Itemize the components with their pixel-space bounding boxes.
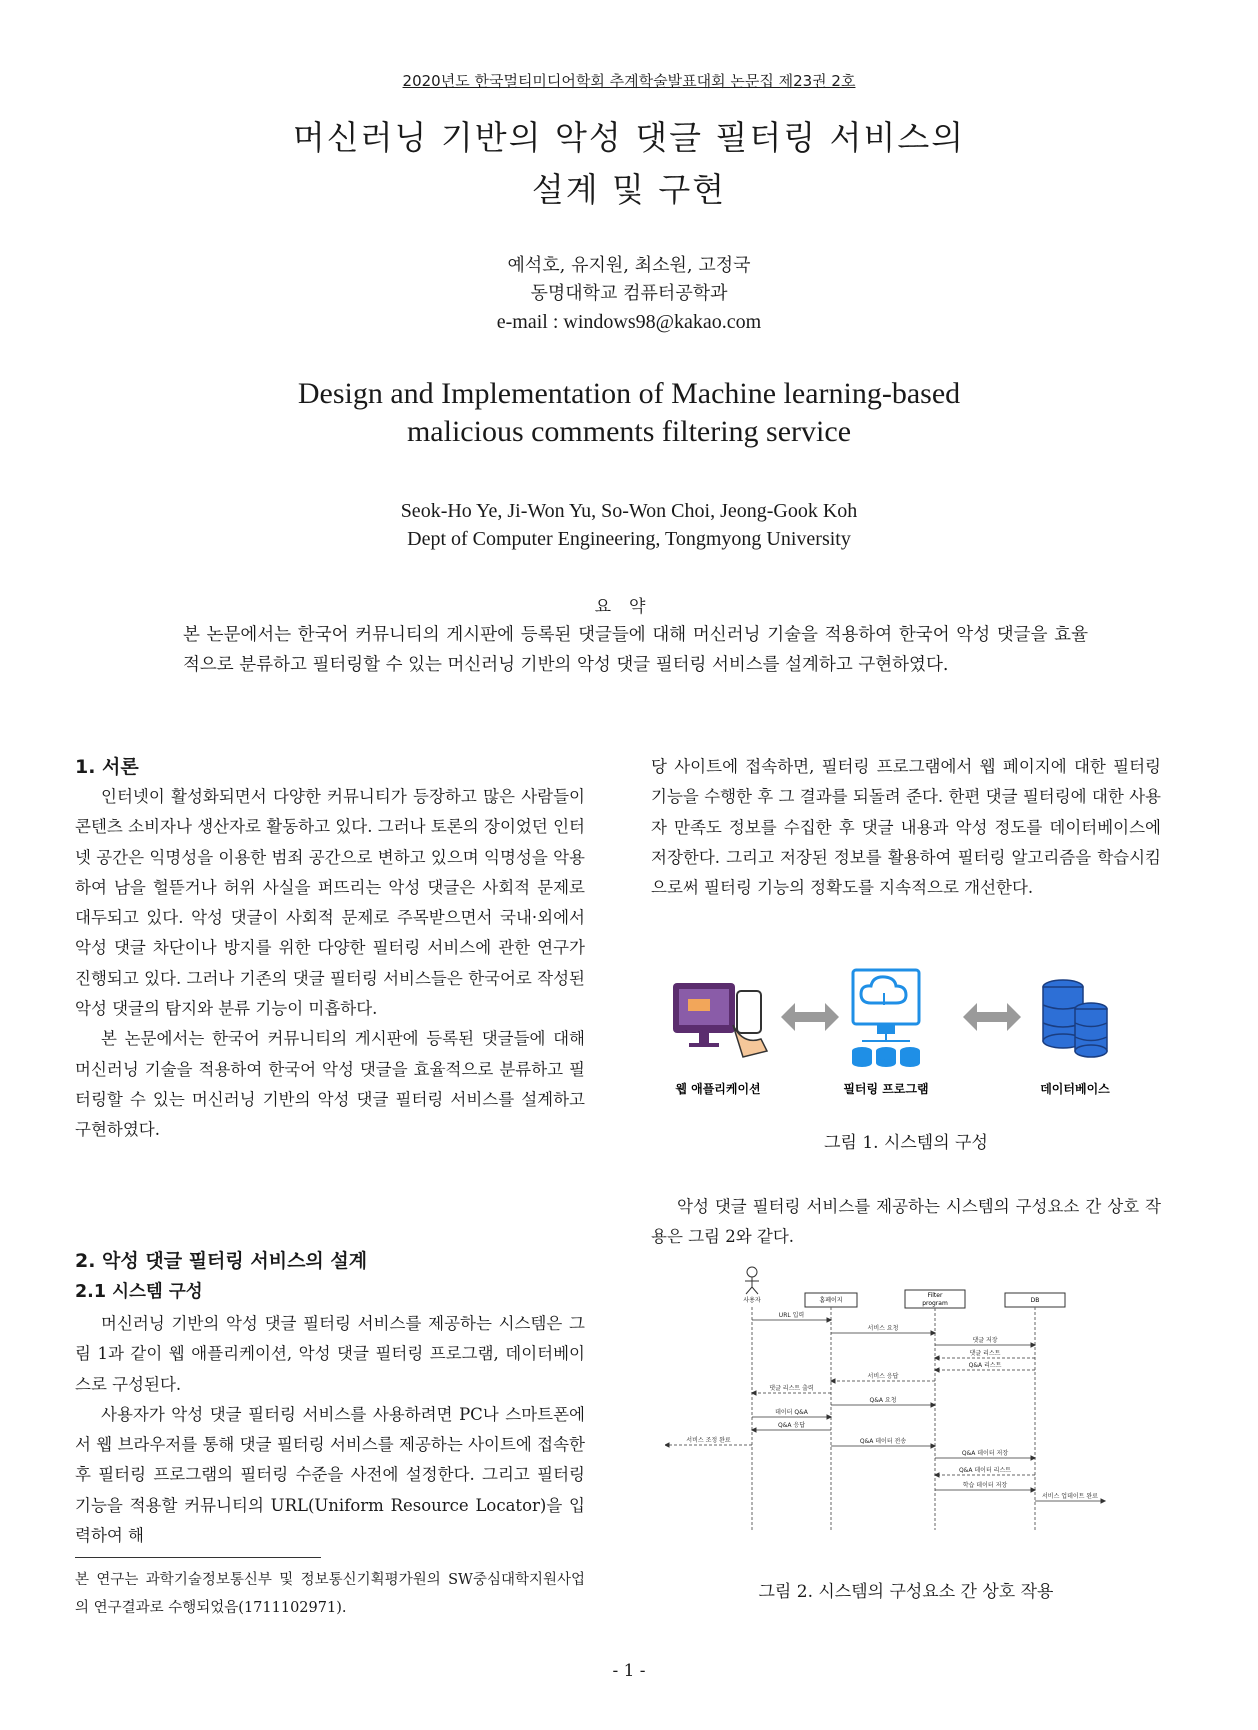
section-2-paragraph-2: 사용자가 악성 댓글 필터링 서비스를 사용하려면 PC나 스마트폰에서 웹 브라우저를 통해 댓글 필터링 서비스를 제공하는 사이트에 접속한 후 필터링 프로그램의 필터링 수준을 사전에 설정한다. 그리고 필터링 기능을 적용할 커뮤니티의 URL(Uniform Resource Locator)을 입력하여 해	[75, 1404, 585, 1546]
fig1-label-web: 웹 애플리케이션	[675, 1082, 761, 1096]
conference-header	[0, 70, 1258, 91]
sequence-arrowhead	[935, 1473, 939, 1477]
korean-title-line-1: 머신러닝 기반의 악성 댓글 필터링 서비스의	[292, 118, 966, 157]
footnote-rule	[75, 1557, 321, 1558]
lifeline-db-label: DB	[1030, 1297, 1040, 1304]
english-title-line-2: malicious comments filtering service	[406, 415, 852, 448]
affiliation-en: Dept of Computer Engineering, Tongmyong University	[407, 528, 851, 550]
authors-en: Seok-Ho Ye, Ji-Won Yu, So-Won Choi, Jeong-Gook Koh	[400, 500, 858, 522]
sequence-message-label: Q&A 데이터 저장	[961, 1450, 1009, 1457]
monitor-phone-icon	[673, 983, 767, 1057]
english-title	[0, 375, 1258, 451]
authors-ko: 예석호, 유지원, 최소원, 고정국	[507, 255, 751, 276]
right-column-paragraph-1: 당 사이트에 접속하면, 필터링 프로그램에서 웹 페이지에 대한 필터링 기능을 수행한 후 그 결과를 되돌려 준다. 한편 댓글 필터링에 대한 사용자 만족도 정보를 수집한 후 댓글 내용과 악성 정도를 데이터베이스에 저장한다. 그리고 저장된 정보를 활용하여 필터링 알고리즘을 학습시킴으로써 필터링 기능의 정확도를 지속적으로 개선한다.	[651, 757, 1161, 898]
korean-author-block	[0, 252, 1258, 336]
lifeline-homepage-label: 홈페이지	[819, 1297, 843, 1304]
conference-text: 2020년도 한국멀티미디어학회 추계학술발표대회 논문집 제23권 2호	[402, 72, 856, 90]
section-1-heading: 1. 서론	[75, 756, 139, 778]
figure-1	[663, 965, 1153, 1130]
sequence-message-label: URL 입력	[778, 1312, 805, 1319]
lifeline-filter-label-2: program	[922, 1300, 948, 1307]
fig1-label-db: 데이터베이스	[1040, 1082, 1110, 1096]
sequence-arrowhead	[1031, 1343, 1035, 1347]
sequence-arrowhead	[827, 1415, 831, 1419]
sequence-arrowhead	[1031, 1456, 1035, 1460]
cloud-server-icon	[852, 970, 920, 1067]
section-2-1-heading: 2.1 시스템 구성	[75, 1282, 203, 1302]
korean-title-line-2: 설계 및 구현	[531, 170, 727, 209]
sequence-message-label: Q&A 리스트	[968, 1362, 1002, 1369]
section-2-heading: 2. 악성 댓글 필터링 서비스의 설계	[75, 1250, 368, 1272]
database-icon	[1043, 980, 1107, 1057]
sequence-message-label: 학습 데이터 저장	[962, 1482, 1008, 1489]
sequence-message-label: 서비스 조정 완료	[686, 1437, 731, 1444]
english-title-line-1: Design and Implementation of Machine learning-based	[297, 377, 961, 410]
sequence-message-label: Q&A 요청	[869, 1397, 897, 1404]
sequence-arrowhead	[831, 1379, 835, 1383]
footnote: 본 연구는 과학기술정보통신부 및 정보통신기획평가원의 SW중심대학지원사업의 연구결과로 수행되었음(1711102971).	[75, 1572, 585, 1616]
sequence-arrowhead	[665, 1443, 669, 1447]
english-author-block	[0, 497, 1258, 553]
lifeline-filter-label-1: Filter	[927, 1292, 943, 1299]
fig1-label-filter: 필터링 프로그램	[843, 1082, 929, 1096]
abstract-heading: 요약	[594, 597, 664, 617]
korean-title	[0, 112, 1258, 216]
sequence-message-label: Q&A 데이터 리스트	[958, 1467, 1012, 1474]
sequence-message-label: Q&A 응답	[777, 1422, 806, 1429]
sequence-message-label: 댓글 리스트 출력	[769, 1385, 814, 1392]
arrow-left-icon	[781, 1003, 839, 1031]
actor-user-label: 사용자	[743, 1297, 761, 1304]
sequence-arrowhead	[931, 1403, 935, 1407]
page-number: - 1 -	[612, 1661, 646, 1681]
sequence-message-label: 데이터 Q&A	[775, 1409, 808, 1416]
sequence-arrowhead	[931, 1331, 935, 1335]
section-1-paragraph-2: 본 논문에서는 한국어 커뮤니티의 게시판에 등록된 댓글들에 대해 머신러닝 기술을 적용하여 한국어 악성 댓글을 효율적으로 분류하고 필터링할 수 있는 머신러닝 기반의 악성 댓글 필터링 서비스를 설계하고 구현하였다.	[75, 1029, 585, 1140]
right-column-body-2	[651, 1192, 1161, 1253]
sequence-arrowhead	[752, 1428, 756, 1432]
sequence-messages	[665, 1311, 1105, 1503]
sequence-message-label: 서비스 업데이트 완료	[1042, 1493, 1098, 1500]
sequence-arrowhead	[752, 1391, 756, 1395]
sequence-arrowhead	[1101, 1499, 1105, 1503]
sequence-message-label: 서비스 응답	[867, 1373, 899, 1380]
figure-1-diagram	[663, 965, 1153, 1130]
sequence-arrowhead	[935, 1368, 939, 1372]
sequence-message-label: 서비스 요청	[867, 1325, 899, 1332]
figure-2-sequence-diagram	[665, 1265, 1155, 1535]
right-column-body	[651, 752, 1161, 903]
figure-1-caption: 그림 1. 시스템의 구성	[824, 1133, 988, 1153]
section-2-paragraph-1: 머신러닝 기반의 악성 댓글 필터링 서비스를 제공하는 시스템은 그림 1과 같이 웹 애플리케이션, 악성 댓글 필터링 프로그램, 데이터베이스로 구성된다.	[75, 1314, 585, 1394]
sequence-arrowhead	[935, 1356, 939, 1360]
sequence-arrowhead	[827, 1318, 831, 1322]
sequence-message-label: 댓글 저장	[972, 1337, 998, 1344]
section-1-paragraph-1: 인터넷이 활성화되면서 다양한 커뮤니티가 등장하고 많은 사람들이 콘텐츠 소비자나 생산자로 활동하고 있다. 그러나 토론의 장이었던 인터넷 공간은 익명성을 이용한 범죄 공간으로 변하고 있으며 익명성을 악용하여 남을 헐뜯거나 허위 사실을 퍼뜨리는 악성 댓글은 사회적 문제로 대두되고 있다. 악성 댓글이 사회적 문제로 주목받으면서 국내·외에서 악성 댓글 차단이나 방지를 위한 다양한 필터링 서비스에 관한 연구가 진행되고 있다. 그러나 기존의 댓글 필터링 서비스들은 한국어로 작성된 악성 댓글의 탐지와 분류 기능이 미흡하다.	[75, 787, 585, 1019]
sequence-message-label: Q&A 데이터 전송	[859, 1438, 907, 1445]
actor-user-icon	[745, 1267, 759, 1294]
email: e-mail : windows98@kakao.com	[496, 311, 762, 333]
abstract-text: 본 논문에서는 한국어 커뮤니티의 게시판에 등록된 댓글들에 대해 머신러닝 기술을 적용하여 한국어 악성 댓글을 효율적으로 분류하고 필터링할 수 있는 머신러닝 기반의 악성 댓글 필터링 서비스를 설계하고 구현하였다.	[183, 625, 1088, 675]
figure-2-caption: 그림 2. 시스템의 구성요소 간 상호 작용	[758, 1582, 1054, 1602]
sequence-arrowhead	[931, 1444, 935, 1448]
arrow-right-icon	[963, 1003, 1021, 1031]
right-column-paragraph-2: 악성 댓글 필터링 서비스를 제공하는 시스템의 구성요소 간 상호 작용은 그림 2와 같다.	[651, 1197, 1161, 1247]
figure-2	[665, 1265, 1155, 1535]
sequence-arrowhead	[1031, 1488, 1035, 1492]
affiliation-ko: 동명대학교 컴퓨터공학과	[530, 283, 728, 304]
sequence-message-label: 댓글 리스트	[969, 1350, 1001, 1357]
section-2-body	[75, 1309, 585, 1551]
section-1-body	[75, 782, 585, 1146]
